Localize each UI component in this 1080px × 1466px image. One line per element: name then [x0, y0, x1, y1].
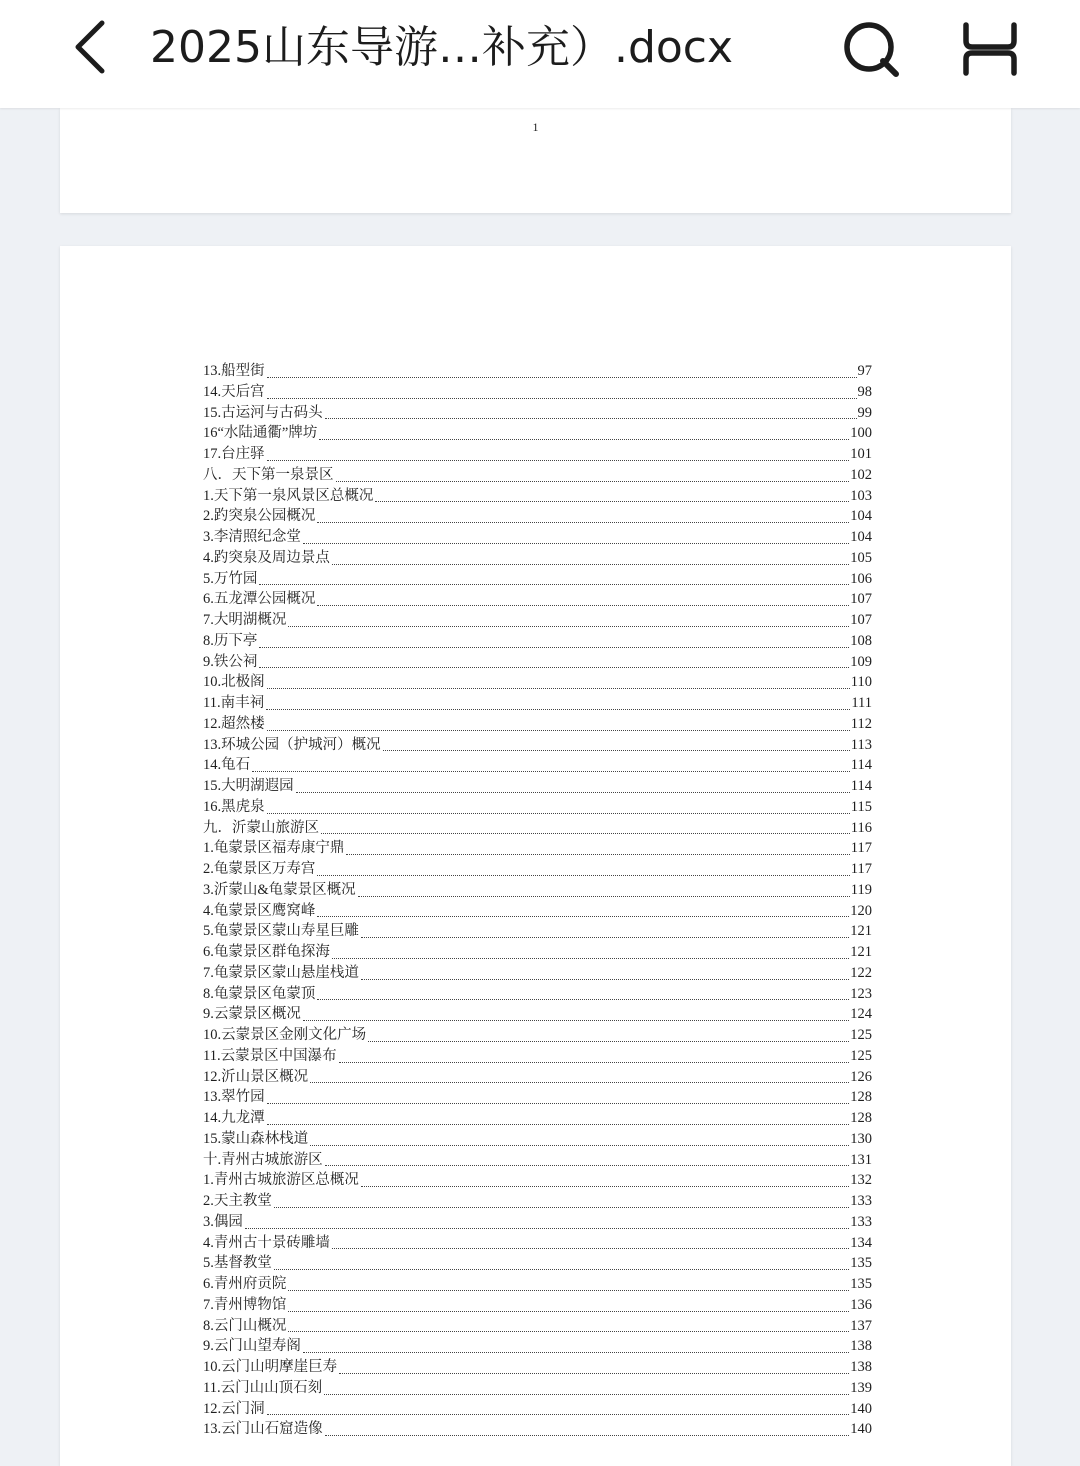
toc-entry-page: 138: [850, 1338, 872, 1355]
toc-entry[interactable]: [203, 776, 872, 797]
toc-leader-dots: [267, 1123, 850, 1125]
toc-entry-label: 2.趵突泉公园概况: [203, 508, 316, 525]
toc-entry-label: 9.云蒙景区概况: [203, 1006, 301, 1023]
toc-entry-page: 112: [850, 715, 872, 732]
toc-entry[interactable]: [203, 1087, 872, 1108]
toc-entry[interactable]: [203, 818, 872, 839]
toc-entry-label: 12.沂山景区概况: [203, 1068, 309, 1085]
toc-entry[interactable]: [203, 361, 872, 382]
toc-entry[interactable]: [203, 1046, 872, 1067]
toc-entry-page: 119: [850, 881, 872, 898]
toc-entry[interactable]: [203, 859, 872, 880]
toc-entry-page: 111: [851, 695, 872, 711]
toc-entry-page: 100: [850, 425, 872, 442]
toc-entry[interactable]: [203, 921, 872, 942]
toc-entry-page: 122: [850, 964, 872, 981]
toc-entry[interactable]: [203, 693, 872, 714]
toc-entry-page: 135: [850, 1255, 872, 1272]
toc-entry-page: 133: [850, 1193, 872, 1209]
toc-leader-dots: [319, 438, 849, 440]
toc-leader-dots: [324, 1393, 849, 1395]
toc-entry-page: 98: [857, 383, 872, 400]
toc-entry-page: 105: [850, 549, 872, 566]
toc-leader-dots: [267, 812, 850, 814]
toc-entry-label: 11.云门山山顶石刻: [203, 1379, 323, 1396]
toc-leader-dots: [274, 1206, 849, 1208]
toc-entry-page: 99: [857, 404, 872, 421]
toc-leader-dots: [274, 1268, 849, 1270]
toc-entry-label: 5.龟蒙景区蒙山寿星巨雕: [203, 923, 359, 940]
back-button[interactable]: [60, 14, 120, 80]
toc-leader-dots: [325, 1434, 850, 1436]
toc-leader-dots: [317, 874, 849, 876]
toc-leader-dots: [267, 729, 850, 731]
search-icon: [841, 19, 901, 79]
toc-entry-label: 八．天下第一泉景区: [203, 466, 334, 483]
toc-entry[interactable]: [203, 838, 872, 859]
toc-entry[interactable]: [203, 486, 872, 507]
toc-entry-label: 14.九龙潭: [203, 1110, 265, 1126]
toc-entry-page: 108: [850, 632, 872, 649]
toc-entry-page: 125: [850, 1027, 872, 1043]
toc-entry-label: 2.龟蒙景区万寿宫: [203, 861, 316, 877]
toc-leader-dots: [288, 1310, 849, 1312]
toc-entry-label: 16“水陆通衢”牌坊: [203, 425, 318, 442]
toc-entry[interactable]: [203, 423, 872, 444]
toc-entry-label: 10.北极阁: [203, 674, 265, 691]
toc-leader-dots: [267, 1102, 850, 1104]
toc-entry[interactable]: [203, 403, 872, 424]
toc-entry-page: 140: [850, 1421, 872, 1438]
toc-entry-label: 12.云门洞: [203, 1400, 265, 1417]
toc-leader-dots: [267, 397, 857, 399]
toc-leader-dots: [259, 646, 849, 648]
toc-leader-dots: [266, 708, 850, 710]
toc-entry-page: 121: [850, 944, 872, 960]
toc-leader-dots: [303, 1019, 849, 1021]
toc-entry-page: 130: [850, 1130, 872, 1147]
toc-leader-dots: [321, 832, 850, 834]
document-page: [60, 246, 1011, 1466]
toc-entry-page: 136: [850, 1296, 872, 1313]
toc-leader-dots: [336, 480, 850, 482]
toc-entry[interactable]: [203, 610, 872, 631]
toc-entry-label: 16.黑虎泉: [203, 798, 265, 815]
toc-entry-page: 110: [850, 674, 872, 691]
toc-leader-dots: [346, 853, 849, 855]
toc-leader-dots: [332, 957, 849, 959]
toc-entry-page: 117: [850, 861, 872, 877]
toc-entry[interactable]: [203, 527, 872, 548]
toc-entry-label: 15.蒙山森林栈道: [203, 1130, 309, 1147]
toc-entry-page: 104: [850, 508, 872, 525]
search-button[interactable]: [836, 16, 906, 82]
toc-leader-dots: [267, 376, 857, 378]
toc-entry[interactable]: [203, 1067, 872, 1088]
toc-entry-label: 12.超然楼: [203, 715, 265, 732]
toc-entry-label: 九．沂蒙山旅游区: [203, 819, 319, 836]
toc-entry[interactable]: [203, 1399, 872, 1420]
toc-entry-label: 11.云蒙景区中国瀑布: [203, 1047, 337, 1064]
toc-entry-page: 134: [850, 1234, 872, 1251]
toc-entry[interactable]: [203, 1233, 872, 1254]
toc-entry-page: 114: [850, 757, 872, 774]
toc-entry-page: 128: [850, 1089, 872, 1106]
toc-leader-dots: [325, 417, 857, 419]
toc-entry[interactable]: [203, 672, 872, 693]
toc-entry[interactable]: [203, 1378, 872, 1399]
toc-entry-label: 4.趵突泉及周边景点: [203, 549, 330, 566]
toc-entry-page: 117: [850, 840, 872, 857]
table-of-contents: [203, 361, 872, 1440]
toc-leader-dots: [310, 1081, 849, 1083]
toc-entry[interactable]: [203, 755, 872, 776]
toc-entry-page: 109: [850, 653, 872, 670]
toc-entry-page: 124: [850, 1006, 872, 1023]
toc-entry-page: 121: [850, 923, 872, 940]
toc-entry[interactable]: [203, 1316, 872, 1337]
toc-leader-dots: [317, 915, 849, 917]
toc-entry-label: 十.青州古城旅游区: [203, 1151, 323, 1168]
toc-leader-dots: [303, 1351, 849, 1353]
toc-entry-page: 113: [850, 736, 872, 753]
toc-entry-page: 140: [850, 1400, 872, 1417]
toc-leader-dots: [252, 770, 850, 772]
toc-entry-page: 133: [850, 1213, 872, 1230]
toc-entry-label: 13.翠竹园: [203, 1089, 265, 1106]
toc-entry-page: 137: [850, 1317, 872, 1334]
toc-entry[interactable]: [203, 548, 872, 569]
toc-entry-label: 4.龟蒙景区鹰窝峰: [203, 902, 316, 919]
toc-entry-label: 3.李清照纪念堂: [203, 529, 301, 545]
toc-entry[interactable]: [203, 1150, 872, 1171]
toc-entry-label: 13.船型街: [203, 363, 265, 379]
toc-leader-dots: [288, 625, 849, 627]
toc-entry-label: 15.古运河与古码头: [203, 404, 323, 421]
toc-entry-label: 17.台庄驿: [203, 446, 265, 462]
toc-entry[interactable]: [203, 1357, 872, 1378]
toc-entry-page: 123: [850, 985, 872, 1002]
toc-entry[interactable]: [203, 984, 872, 1005]
toc-entry-label: 4.青州古十景砖雕墙: [203, 1234, 330, 1251]
toc-entry-label: 15.大明湖遐园: [203, 778, 294, 794]
toc-entry-label: 7.青州博物馆: [203, 1296, 287, 1313]
toc-entry-label: 7.大明湖概况: [203, 612, 287, 628]
toc-entry-page: 132: [850, 1172, 872, 1189]
toc-entry[interactable]: [203, 963, 872, 984]
toc-entry-label: 10.云蒙景区金刚文化广场: [203, 1027, 367, 1043]
toc-entry-page: 138: [850, 1359, 872, 1375]
toc-entry-label: 9.铁公祠: [203, 653, 258, 670]
toc-entry-label: 1.天下第一泉风景区总概况: [203, 487, 374, 504]
toc-entry[interactable]: [203, 569, 872, 590]
toc-entry[interactable]: [203, 1129, 872, 1150]
toc-entry-label: 8.历下亭: [203, 632, 258, 649]
toc-entry[interactable]: [203, 1419, 872, 1440]
toc-entry[interactable]: [203, 652, 872, 673]
toc-leader-dots: [267, 459, 850, 461]
document-title: 2025山东导游…补充）.docx: [150, 22, 734, 73]
toc-leader-dots: [288, 1289, 849, 1291]
toc-leader-dots: [361, 978, 849, 980]
toc-entry[interactable]: [203, 942, 872, 963]
toc-entry[interactable]: [203, 444, 872, 465]
toc-entry-label: 8.龟蒙景区龟蒙顶: [203, 985, 316, 1002]
toc-entry[interactable]: [203, 735, 872, 756]
more-menu-icon: [960, 21, 1020, 77]
toc-entry-page: 135: [850, 1276, 872, 1292]
toc-entry[interactable]: [203, 901, 872, 922]
toc-leader-dots: [288, 1330, 849, 1332]
toc-leader-dots: [296, 791, 850, 793]
toc-entry-label: 1.龟蒙景区福寿康宁鼎: [203, 840, 345, 857]
toc-entry-page: 107: [850, 591, 872, 608]
toc-entry[interactable]: [203, 465, 872, 486]
toc-entry[interactable]: [203, 1170, 872, 1191]
toc-leader-dots: [332, 1247, 849, 1249]
toc-entry-label: 14.龟石: [203, 757, 251, 774]
toc-entry-label: 13.环城公园（护城河）概况: [203, 736, 381, 753]
toc-leader-dots: [339, 1061, 850, 1063]
toc-entry-label: 3.沂蒙山&龟蒙景区概况: [203, 881, 356, 898]
toc-leader-dots: [361, 936, 849, 938]
toc-entry[interactable]: [203, 1191, 872, 1212]
toc-leader-dots: [317, 998, 849, 1000]
toc-entry-page: 104: [850, 529, 872, 545]
toc-entry-page: 125: [850, 1047, 872, 1064]
toc-entry-label: 10.云门山明摩崖巨寿: [203, 1359, 338, 1375]
toc-entry-label: 6.青州府贡院: [203, 1276, 287, 1292]
toc-leader-dots: [383, 749, 850, 751]
toc-entry-page: 114: [850, 778, 872, 794]
toc-entry-label: 9.云门山望寿阁: [203, 1338, 301, 1355]
toc-entry[interactable]: [203, 1108, 872, 1129]
toc-leader-dots: [259, 583, 849, 585]
toc-entry-page: 139: [850, 1379, 872, 1396]
toc-entry-page: 115: [850, 798, 872, 815]
toc-entry-label: 11.南丰祠: [203, 695, 265, 711]
toc-entry-label: 1.青州古城旅游区总概况: [203, 1172, 359, 1189]
toc-leader-dots: [317, 604, 849, 606]
more-menu-button[interactable]: [955, 16, 1025, 82]
top-bar: [0, 0, 1080, 108]
toc-leader-dots: [310, 1144, 849, 1146]
toc-entry[interactable]: [203, 631, 872, 652]
previous-page: [60, 108, 1011, 213]
toc-entry[interactable]: [203, 797, 872, 818]
toc-leader-dots: [332, 563, 849, 565]
toc-entry[interactable]: [203, 1004, 872, 1025]
toc-entry-label: 8.云门山概况: [203, 1317, 287, 1334]
toc-entry[interactable]: [203, 1253, 872, 1274]
toc-leader-dots: [368, 1040, 849, 1042]
page-number: 1: [532, 120, 539, 134]
toc-entry-label: 5.万竹园: [203, 570, 258, 587]
toc-entry-label: 3.偶园: [203, 1213, 243, 1230]
toc-entry-label: 2.天主教堂: [203, 1193, 272, 1209]
toc-entry-label: 7.龟蒙景区蒙山悬崖栈道: [203, 964, 359, 981]
toc-entry[interactable]: [203, 1212, 872, 1233]
toc-entry-page: 116: [850, 819, 872, 836]
toc-leader-dots: [361, 1185, 849, 1187]
toc-leader-dots: [375, 500, 849, 502]
toc-entry[interactable]: [203, 589, 872, 610]
toc-entry-page: 107: [850, 612, 872, 628]
toc-entry-page: 128: [850, 1110, 872, 1126]
toc-entry[interactable]: [203, 714, 872, 735]
toc-entry-label: 6.五龙潭公园概况: [203, 591, 316, 608]
toc-entry[interactable]: [203, 1274, 872, 1295]
toc-entry-label: 13.云门山石窟造像: [203, 1421, 323, 1438]
toc-entry-page: 120: [850, 902, 872, 919]
toc-leader-dots: [339, 1372, 849, 1374]
toc-entry-page: 97: [857, 363, 872, 379]
chevron-left-icon: [70, 19, 110, 75]
toc-leader-dots: [303, 542, 849, 544]
toc-entry-label: 14.天后宫: [203, 383, 265, 400]
toc-leader-dots: [259, 666, 849, 668]
toc-leader-dots: [245, 1227, 849, 1229]
toc-leader-dots: [325, 1164, 850, 1166]
toc-leader-dots: [267, 1413, 850, 1415]
toc-entry[interactable]: [203, 506, 872, 527]
toc-entry-page: 126: [850, 1068, 872, 1085]
toc-leader-dots: [358, 895, 850, 897]
toc-entry-page: 101: [850, 446, 872, 462]
toc-entry[interactable]: [203, 1295, 872, 1316]
toc-entry-label: 6.龟蒙景区群龟探海: [203, 944, 330, 960]
toc-entry-label: 5.基督教堂: [203, 1255, 272, 1272]
toc-entry-page: 102: [850, 466, 872, 483]
toc-entry[interactable]: [203, 880, 872, 901]
toc-leader-dots: [317, 521, 849, 523]
toc-entry-page: 106: [850, 570, 872, 587]
toc-entry-page: 131: [850, 1151, 872, 1168]
toc-leader-dots: [267, 687, 850, 689]
toc-entry[interactable]: [203, 382, 872, 403]
toc-entry[interactable]: [203, 1025, 872, 1046]
toc-entry-page: 103: [850, 487, 872, 504]
toc-entry[interactable]: [203, 1336, 872, 1357]
